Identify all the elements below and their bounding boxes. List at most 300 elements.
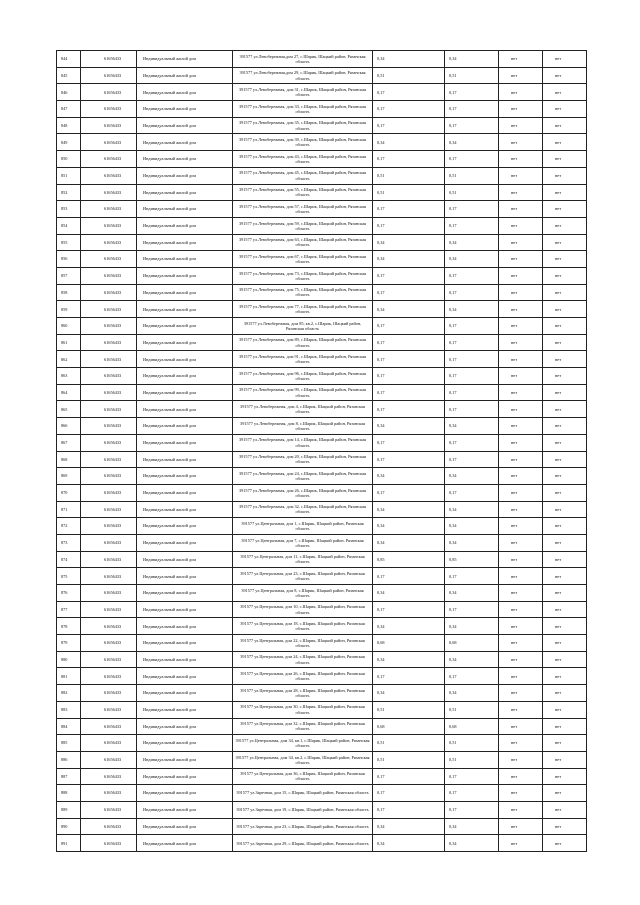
value-2-cell: 0,34 (445, 534, 499, 551)
value-1-cell: 0,17 (373, 267, 445, 284)
row-number-cell: 888 (57, 785, 81, 802)
row-number-cell: 854 (57, 217, 81, 234)
oktmo-code-cell: 61656433 (81, 151, 137, 168)
value-1-cell: 0,34 (373, 501, 445, 518)
flag-1-cell: нет (499, 568, 543, 585)
value-2-cell: 0,17 (445, 351, 499, 368)
object-type-cell: Индивидуальный жилой дом (137, 818, 233, 835)
value-1-cell: 0,68 (373, 635, 445, 652)
table-row (57, 651, 587, 668)
value-2-cell: 0,34 (445, 234, 499, 251)
flag-1-cell: нет (499, 201, 543, 218)
row-number-cell: 852 (57, 184, 81, 201)
oktmo-code-cell: 61656433 (81, 101, 137, 118)
table-row (57, 618, 587, 635)
address-cell: 391577 ул.Центральная, дом 34, кв.2, с.Шарик, Шацкий район, Рязанская область (233, 751, 373, 768)
address-cell: 391577 ул.Центральная, дом 34, кв.1, с.Шарик, Шацкий район, Рязанская область (233, 735, 373, 752)
oktmo-code-cell: 61656433 (81, 468, 137, 485)
object-type-cell: Индивидуальный жилой дом (137, 301, 233, 318)
value-1-cell: 0,34 (373, 685, 445, 702)
value-1-cell: 0,17 (373, 318, 445, 335)
object-type-cell: Индивидуальный жилой дом (137, 384, 233, 401)
table-row (57, 751, 587, 768)
object-type-cell: Индивидуальный жилой дом (137, 368, 233, 385)
row-number-cell: 868 (57, 451, 81, 468)
flag-2-cell: нет (543, 251, 587, 268)
table-row (57, 267, 587, 284)
object-type-cell: Индивидуальный жилой дом (137, 117, 233, 134)
address-cell: 391577 ул.Центральная, дом 8, с.Шарик, Шацкий район, Рязанская область (233, 585, 373, 602)
flag-2-cell: нет (543, 835, 587, 852)
flag-1-cell: нет (499, 434, 543, 451)
value-2-cell: 0,34 (445, 134, 499, 151)
flag-2-cell: нет (543, 101, 587, 118)
flag-1-cell: нет (499, 701, 543, 718)
flag-2-cell: нет (543, 501, 587, 518)
row-number-cell: 866 (57, 418, 81, 435)
value-2-cell: 0,34 (445, 618, 499, 635)
oktmo-code-cell: 61656433 (81, 668, 137, 685)
table-row (57, 201, 587, 218)
oktmo-code-cell: 61656433 (81, 501, 137, 518)
flag-1-cell: нет (499, 401, 543, 418)
value-2-cell: 0,17 (445, 401, 499, 418)
oktmo-code-cell: 61656433 (81, 518, 137, 535)
value-1-cell: 0,17 (373, 484, 445, 501)
table-row (57, 468, 587, 485)
table-row (57, 718, 587, 735)
flag-1-cell: нет (499, 785, 543, 802)
address-cell: 391577 ул.Левобережная, дом 99, с.Шарик, Шацкий район, Рязанская область (233, 384, 373, 401)
row-number-cell: 865 (57, 401, 81, 418)
address-cell: 391577 ул.Центральная, дом 10, с.Шарик, Шацкий район, Рязанская область (233, 601, 373, 618)
value-1-cell: 0,34 (373, 534, 445, 551)
object-type-cell: Индивидуальный жилой дом (137, 668, 233, 685)
oktmo-code-cell: 61656433 (81, 635, 137, 652)
row-number-cell: 873 (57, 534, 81, 551)
value-1-cell: 0,51 (373, 735, 445, 752)
flag-2-cell: нет (543, 384, 587, 401)
address-cell: 391577 ул.Левобережная, дом 67, с.Шарик, Шацкий район, Рязанская область (233, 251, 373, 268)
address-cell: 391577 ул.Левобережная, дом 35, с.Шарик, Шацкий район, Рязанская область (233, 117, 373, 134)
flag-2-cell: нет (543, 601, 587, 618)
value-1-cell: 0,17 (373, 384, 445, 401)
value-1-cell: 0,51 (373, 751, 445, 768)
flag-1-cell: нет (499, 451, 543, 468)
value-2-cell: 0,17 (445, 568, 499, 585)
row-number-cell: 853 (57, 201, 81, 218)
flag-1-cell: нет (499, 768, 543, 785)
flag-1-cell: нет (499, 651, 543, 668)
value-1-cell: 0,17 (373, 334, 445, 351)
oktmo-code-cell: 61656433 (81, 184, 137, 201)
object-type-cell: Индивидуальный жилой дом (137, 468, 233, 485)
row-number-cell: 869 (57, 468, 81, 485)
address-cell: 391577 ул.Центральная, дом 24, с.Шарик, Шацкий район, Рязанская область (233, 651, 373, 668)
oktmo-code-cell: 61656433 (81, 701, 137, 718)
table-row (57, 368, 587, 385)
value-2-cell: 0,17 (445, 484, 499, 501)
value-2-cell: 0,34 (445, 835, 499, 852)
oktmo-code-cell: 61656433 (81, 284, 137, 301)
table-row (57, 251, 587, 268)
value-1-cell: 0,17 (373, 434, 445, 451)
oktmo-code-cell: 61656433 (81, 618, 137, 635)
flag-1-cell: нет (499, 184, 543, 201)
oktmo-code-cell: 61656433 (81, 84, 137, 101)
oktmo-code-cell: 61656433 (81, 67, 137, 84)
value-1-cell: 0,17 (373, 568, 445, 585)
value-1-cell: 0,17 (373, 351, 445, 368)
address-cell: 391577 ул.Центральная, дом 36, с.Шарик, Шацкий район, Рязанская область (233, 768, 373, 785)
value-1-cell: 0,17 (373, 668, 445, 685)
address-cell: 391577 ул.Левобережная, дом 8, с.Шарик, Шацкий район, Рязанская область (233, 418, 373, 435)
value-1-cell: 0,34 (373, 518, 445, 535)
flag-1-cell: нет (499, 468, 543, 485)
oktmo-code-cell: 61656433 (81, 334, 137, 351)
flag-1-cell: нет (499, 418, 543, 435)
object-type-cell: Индивидуальный жилой дом (137, 134, 233, 151)
row-number-cell: 883 (57, 701, 81, 718)
address-cell: 391577 ул.Левобережная, дом 57, с.Шарик, Шацкий район, Рязанская область (233, 201, 373, 218)
flag-1-cell: нет (499, 167, 543, 184)
object-type-cell: Индивидуальный жилой дом (137, 151, 233, 168)
table-row (57, 67, 587, 84)
value-2-cell: 0,17 (445, 801, 499, 818)
flag-2-cell: нет (543, 451, 587, 468)
flag-2-cell: нет (543, 234, 587, 251)
address-cell: 391577 ул.Центральная, дом 26, с.Шарик, Шацкий район, Рязанская область (233, 668, 373, 685)
flag-2-cell: нет (543, 618, 587, 635)
value-1-cell: 0,34 (373, 251, 445, 268)
oktmo-code-cell: 61656433 (81, 601, 137, 618)
flag-2-cell: нет (543, 751, 587, 768)
object-type-cell: Индивидуальный жилой дом (137, 751, 233, 768)
address-cell: 391577 ул.Центральная, дом 11, с.Шарик, Шацкий район, Рязанская область (233, 551, 373, 568)
table-row (57, 234, 587, 251)
address-cell: 391577 ул.Центральная, дом 28, с.Шарик, Шацкий район, Рязанская область (233, 685, 373, 702)
address-cell: 391577 ул.Центральная, дом 22, с.Шарик, Шацкий район, Рязанская область (233, 635, 373, 652)
address-cell: 391577 ул.Левобережная, дом 55, с.Шарик, Шацкий район, Рязанская область (233, 184, 373, 201)
flag-2-cell: нет (543, 401, 587, 418)
table-row (57, 51, 587, 68)
flag-2-cell: нет (543, 351, 587, 368)
flag-1-cell: нет (499, 685, 543, 702)
table-row (57, 551, 587, 568)
value-1-cell: 0,17 (373, 284, 445, 301)
row-number-cell: 844 (57, 51, 81, 68)
flag-2-cell: нет (543, 651, 587, 668)
flag-2-cell: нет (543, 267, 587, 284)
table-row (57, 635, 587, 652)
flag-2-cell: нет (543, 368, 587, 385)
value-1-cell: 0,34 (373, 585, 445, 602)
value-1-cell: 0,17 (373, 451, 445, 468)
value-2-cell: 0,51 (445, 184, 499, 201)
oktmo-code-cell: 61656433 (81, 51, 137, 68)
flag-1-cell: нет (499, 134, 543, 151)
object-type-cell: Индивидуальный жилой дом (137, 534, 233, 551)
value-2-cell: 0,34 (445, 818, 499, 835)
oktmo-code-cell: 61656433 (81, 484, 137, 501)
oktmo-code-cell: 61656433 (81, 818, 137, 835)
value-1-cell: 0,34 (373, 134, 445, 151)
value-2-cell: 0,17 (445, 434, 499, 451)
value-1-cell: 0,17 (373, 368, 445, 385)
row-number-cell: 884 (57, 718, 81, 735)
row-number-cell: 877 (57, 601, 81, 618)
value-1-cell: 0,34 (373, 835, 445, 852)
flag-2-cell: нет (543, 818, 587, 835)
table-row (57, 217, 587, 234)
address-cell: 391577 ул.Заречная, дом 29, с.Шарик, Шацкий район, Рязанская область (233, 835, 373, 852)
flag-1-cell: нет (499, 585, 543, 602)
object-type-cell: Индивидуальный жилой дом (137, 101, 233, 118)
flag-1-cell: нет (499, 751, 543, 768)
flag-1-cell: нет (499, 635, 543, 652)
object-type-cell: Индивидуальный жилой дом (137, 568, 233, 585)
address-cell: 391577 ул.Заречная, дом 23, с.Шарик, Шацкий район, Рязанская область (233, 818, 373, 835)
object-type-cell: Индивидуальный жилой дом (137, 201, 233, 218)
row-number-cell: 867 (57, 434, 81, 451)
address-cell: 391577 ул.Левобережная, дом 20, с.Шарик, Шацкий район, Рязанская область (233, 451, 373, 468)
table-row (57, 484, 587, 501)
flag-2-cell: нет (543, 568, 587, 585)
row-number-cell: 889 (57, 801, 81, 818)
flag-1-cell: нет (499, 601, 543, 618)
table-row (57, 351, 587, 368)
flag-1-cell: нет (499, 618, 543, 635)
value-2-cell: 0,17 (445, 217, 499, 234)
table-row (57, 701, 587, 718)
flag-1-cell: нет (499, 501, 543, 518)
oktmo-code-cell: 61656433 (81, 585, 137, 602)
value-2-cell: 0,34 (445, 585, 499, 602)
value-1-cell: 0,17 (373, 601, 445, 618)
row-number-cell: 886 (57, 751, 81, 768)
table-row (57, 568, 587, 585)
flag-2-cell: нет (543, 685, 587, 702)
value-1-cell: 0,17 (373, 801, 445, 818)
address-cell: 391577 ул.Левобережная, дом 89, с.Шарик, Шацкий район, Рязанская область (233, 334, 373, 351)
row-number-cell: 885 (57, 735, 81, 752)
flag-2-cell: нет (543, 534, 587, 551)
value-2-cell: 0,17 (445, 151, 499, 168)
address-cell: 391577 ул.Заречная, дом 15, с.Шарик, Шацкий район, Рязанская область (233, 785, 373, 802)
table-row (57, 585, 587, 602)
row-number-cell: 863 (57, 368, 81, 385)
value-1-cell: 0,51 (373, 67, 445, 84)
table-row (57, 418, 587, 435)
value-1-cell: 0,34 (373, 301, 445, 318)
row-number-cell: 874 (57, 551, 81, 568)
flag-2-cell: нет (543, 484, 587, 501)
flag-1-cell: нет (499, 534, 543, 551)
row-number-cell: 861 (57, 334, 81, 351)
value-2-cell: 0,17 (445, 201, 499, 218)
flag-1-cell: нет (499, 334, 543, 351)
flag-2-cell: нет (543, 735, 587, 752)
value-1-cell: 0,68 (373, 718, 445, 735)
value-1-cell: 0,17 (373, 84, 445, 101)
value-1-cell: 0,34 (373, 468, 445, 485)
row-number-cell: 875 (57, 568, 81, 585)
value-2-cell: 0,17 (445, 267, 499, 284)
object-type-cell: Индивидуальный жилой дом (137, 418, 233, 435)
flag-1-cell: нет (499, 217, 543, 234)
row-number-cell: 846 (57, 84, 81, 101)
flag-2-cell: нет (543, 768, 587, 785)
row-number-cell: 855 (57, 234, 81, 251)
table-row (57, 151, 587, 168)
flag-1-cell: нет (499, 267, 543, 284)
table-row (57, 184, 587, 201)
value-2-cell: 0,17 (445, 284, 499, 301)
oktmo-code-cell: 61656433 (81, 735, 137, 752)
address-cell: 391577 ул.Левобережная, дом 33, с.Шарик, Шацкий район, Рязанская область (233, 101, 373, 118)
row-number-cell: 871 (57, 501, 81, 518)
oktmo-code-cell: 61656433 (81, 251, 137, 268)
row-number-cell: 860 (57, 318, 81, 335)
address-cell: 391577 ул.Левобережная, дом 24, с.Шарик, Шацкий район, Рязанская область (233, 468, 373, 485)
flag-2-cell: нет (543, 51, 587, 68)
value-2-cell: 0,17 (445, 601, 499, 618)
value-2-cell: 0,68 (445, 718, 499, 735)
object-type-cell: Индивидуальный жилой дом (137, 551, 233, 568)
value-1-cell: 0,34 (373, 51, 445, 68)
value-2-cell: 0,68 (445, 635, 499, 652)
oktmo-code-cell: 61656433 (81, 451, 137, 468)
address-cell: 391577 ул.Левобережная, дом 96, с.Шарик, Шацкий район, Рязанская область (233, 368, 373, 385)
row-number-cell: 876 (57, 585, 81, 602)
value-1-cell: 0,17 (373, 768, 445, 785)
oktmo-code-cell: 61656433 (81, 351, 137, 368)
address-cell: 391577 ул.Левобережная,дом 27, с.Шарик, Шацкий район, Рязанская область (233, 51, 373, 68)
address-cell: 391577 ул.Центральная, дом 18, с.Шарик, Шацкий район, Рязанская область (233, 618, 373, 635)
object-type-cell: Индивидуальный жилой дом (137, 184, 233, 201)
flag-2-cell: нет (543, 434, 587, 451)
address-cell: 391577 ул.Заречная, дом 19, с.Шарик, Шацкий район, Рязанская область (233, 801, 373, 818)
address-cell: 391577 ул.Левобережная, дом 45, с.Шарик, Шацкий район, Рязанская область (233, 167, 373, 184)
flag-2-cell: нет (543, 635, 587, 652)
oktmo-code-cell: 61656433 (81, 418, 137, 435)
address-cell: 391577 ул.Левобережная, дом 4, с.Шарик, Шацкий район, Рязанская область (233, 401, 373, 418)
value-2-cell: 0,34 (445, 685, 499, 702)
flag-2-cell: нет (543, 418, 587, 435)
flag-1-cell: нет (499, 318, 543, 335)
oktmo-code-cell: 61656433 (81, 117, 137, 134)
flag-1-cell: нет (499, 351, 543, 368)
value-2-cell: 0,17 (445, 318, 499, 335)
oktmo-code-cell: 61656433 (81, 318, 137, 335)
object-type-cell: Индивидуальный жилой дом (137, 267, 233, 284)
value-1-cell: 0,17 (373, 201, 445, 218)
oktmo-code-cell: 61656433 (81, 134, 137, 151)
object-type-cell: Индивидуальный жилой дом (137, 67, 233, 84)
object-type-cell: Индивидуальный жилой дом (137, 351, 233, 368)
flag-1-cell: нет (499, 835, 543, 852)
value-2-cell: 0,34 (445, 501, 499, 518)
table-row (57, 668, 587, 685)
row-number-cell: 887 (57, 768, 81, 785)
value-2-cell: 0,17 (445, 117, 499, 134)
address-cell: 391577 ул.Левобережная, дом 85, кв.2, с.Шарик, Шацкий район, Рязанская область (233, 318, 373, 335)
table-row (57, 401, 587, 418)
address-cell: 391577 ул.Левобережная, дом 77, с.Шарик, Шацкий район, Рязанская область (233, 301, 373, 318)
table-row (57, 818, 587, 835)
value-1-cell: 0,34 (373, 418, 445, 435)
row-number-cell: 847 (57, 101, 81, 118)
object-type-cell: Индивидуальный жилой дом (137, 518, 233, 535)
object-type-cell: Индивидуальный жилой дом (137, 84, 233, 101)
address-cell: 391577 ул.Левобережная, дом 59, с.Шарик, Шацкий район, Рязанская область (233, 217, 373, 234)
address-cell: 391577 ул.Левобережная, дом 31, с.Шарик, Шацкий район, Рязанская область (233, 84, 373, 101)
value-1-cell: 0,34 (373, 818, 445, 835)
object-type-cell: Индивидуальный жилой дом (137, 685, 233, 702)
value-2-cell: 0,17 (445, 334, 499, 351)
flag-2-cell: нет (543, 718, 587, 735)
address-cell: 391577 ул.Левобережная, дом 26, с.Шарик, Шацкий район, Рязанская область (233, 484, 373, 501)
oktmo-code-cell: 61656433 (81, 718, 137, 735)
flag-2-cell: нет (543, 518, 587, 535)
table-row (57, 685, 587, 702)
value-1-cell: 0,51 (373, 184, 445, 201)
address-cell: 391577 ул.Центральная, дом 23, с.Шарик, Шацкий район, Рязанская область (233, 568, 373, 585)
value-1-cell: 0,17 (373, 785, 445, 802)
table-row (57, 434, 587, 451)
row-number-cell: 851 (57, 167, 81, 184)
object-type-cell: Индивидуальный жилой дом (137, 167, 233, 184)
row-number-cell: 878 (57, 618, 81, 635)
oktmo-code-cell: 61656433 (81, 685, 137, 702)
table-row (57, 167, 587, 184)
row-number-cell: 880 (57, 651, 81, 668)
value-2-cell: 0,51 (445, 735, 499, 752)
object-type-cell: Индивидуальный жилой дом (137, 635, 233, 652)
value-2-cell: 0,51 (445, 167, 499, 184)
value-2-cell: 0,17 (445, 451, 499, 468)
value-2-cell: 0,34 (445, 651, 499, 668)
table-row (57, 451, 587, 468)
object-type-cell: Индивидуальный жилой дом (137, 217, 233, 234)
flag-2-cell: нет (543, 801, 587, 818)
value-1-cell: 0,17 (373, 401, 445, 418)
value-2-cell: 0,17 (445, 84, 499, 101)
row-number-cell: 858 (57, 284, 81, 301)
flag-2-cell: нет (543, 785, 587, 802)
flag-2-cell: нет (543, 301, 587, 318)
oktmo-code-cell: 61656433 (81, 801, 137, 818)
table-row (57, 84, 587, 101)
object-type-cell: Индивидуальный жилой дом (137, 401, 233, 418)
object-type-cell: Индивидуальный жилой дом (137, 51, 233, 68)
value-2-cell: 0,34 (445, 51, 499, 68)
object-type-cell: Индивидуальный жилой дом (137, 334, 233, 351)
value-2-cell: 0,85 (445, 551, 499, 568)
value-2-cell: 0,34 (445, 301, 499, 318)
flag-1-cell: нет (499, 151, 543, 168)
address-cell: 391577 ул.Левобережная, дом 43, с.Шарик, Шацкий район, Рязанская область (233, 151, 373, 168)
object-type-cell: Индивидуальный жилой дом (137, 251, 233, 268)
flag-1-cell: нет (499, 818, 543, 835)
row-number-cell: 881 (57, 668, 81, 685)
row-number-cell: 879 (57, 635, 81, 652)
flag-2-cell: нет (543, 84, 587, 101)
oktmo-code-cell: 61656433 (81, 301, 137, 318)
address-cell: 391577 ул.Левобережная,дом 29, с.Шарик, Шацкий район, Рязанская область (233, 67, 373, 84)
value-2-cell: 0,34 (445, 251, 499, 268)
address-cell: 391577 ул.Левобережная, дом 75, с.Шарик, Шацкий район, Рязанская область (233, 284, 373, 301)
